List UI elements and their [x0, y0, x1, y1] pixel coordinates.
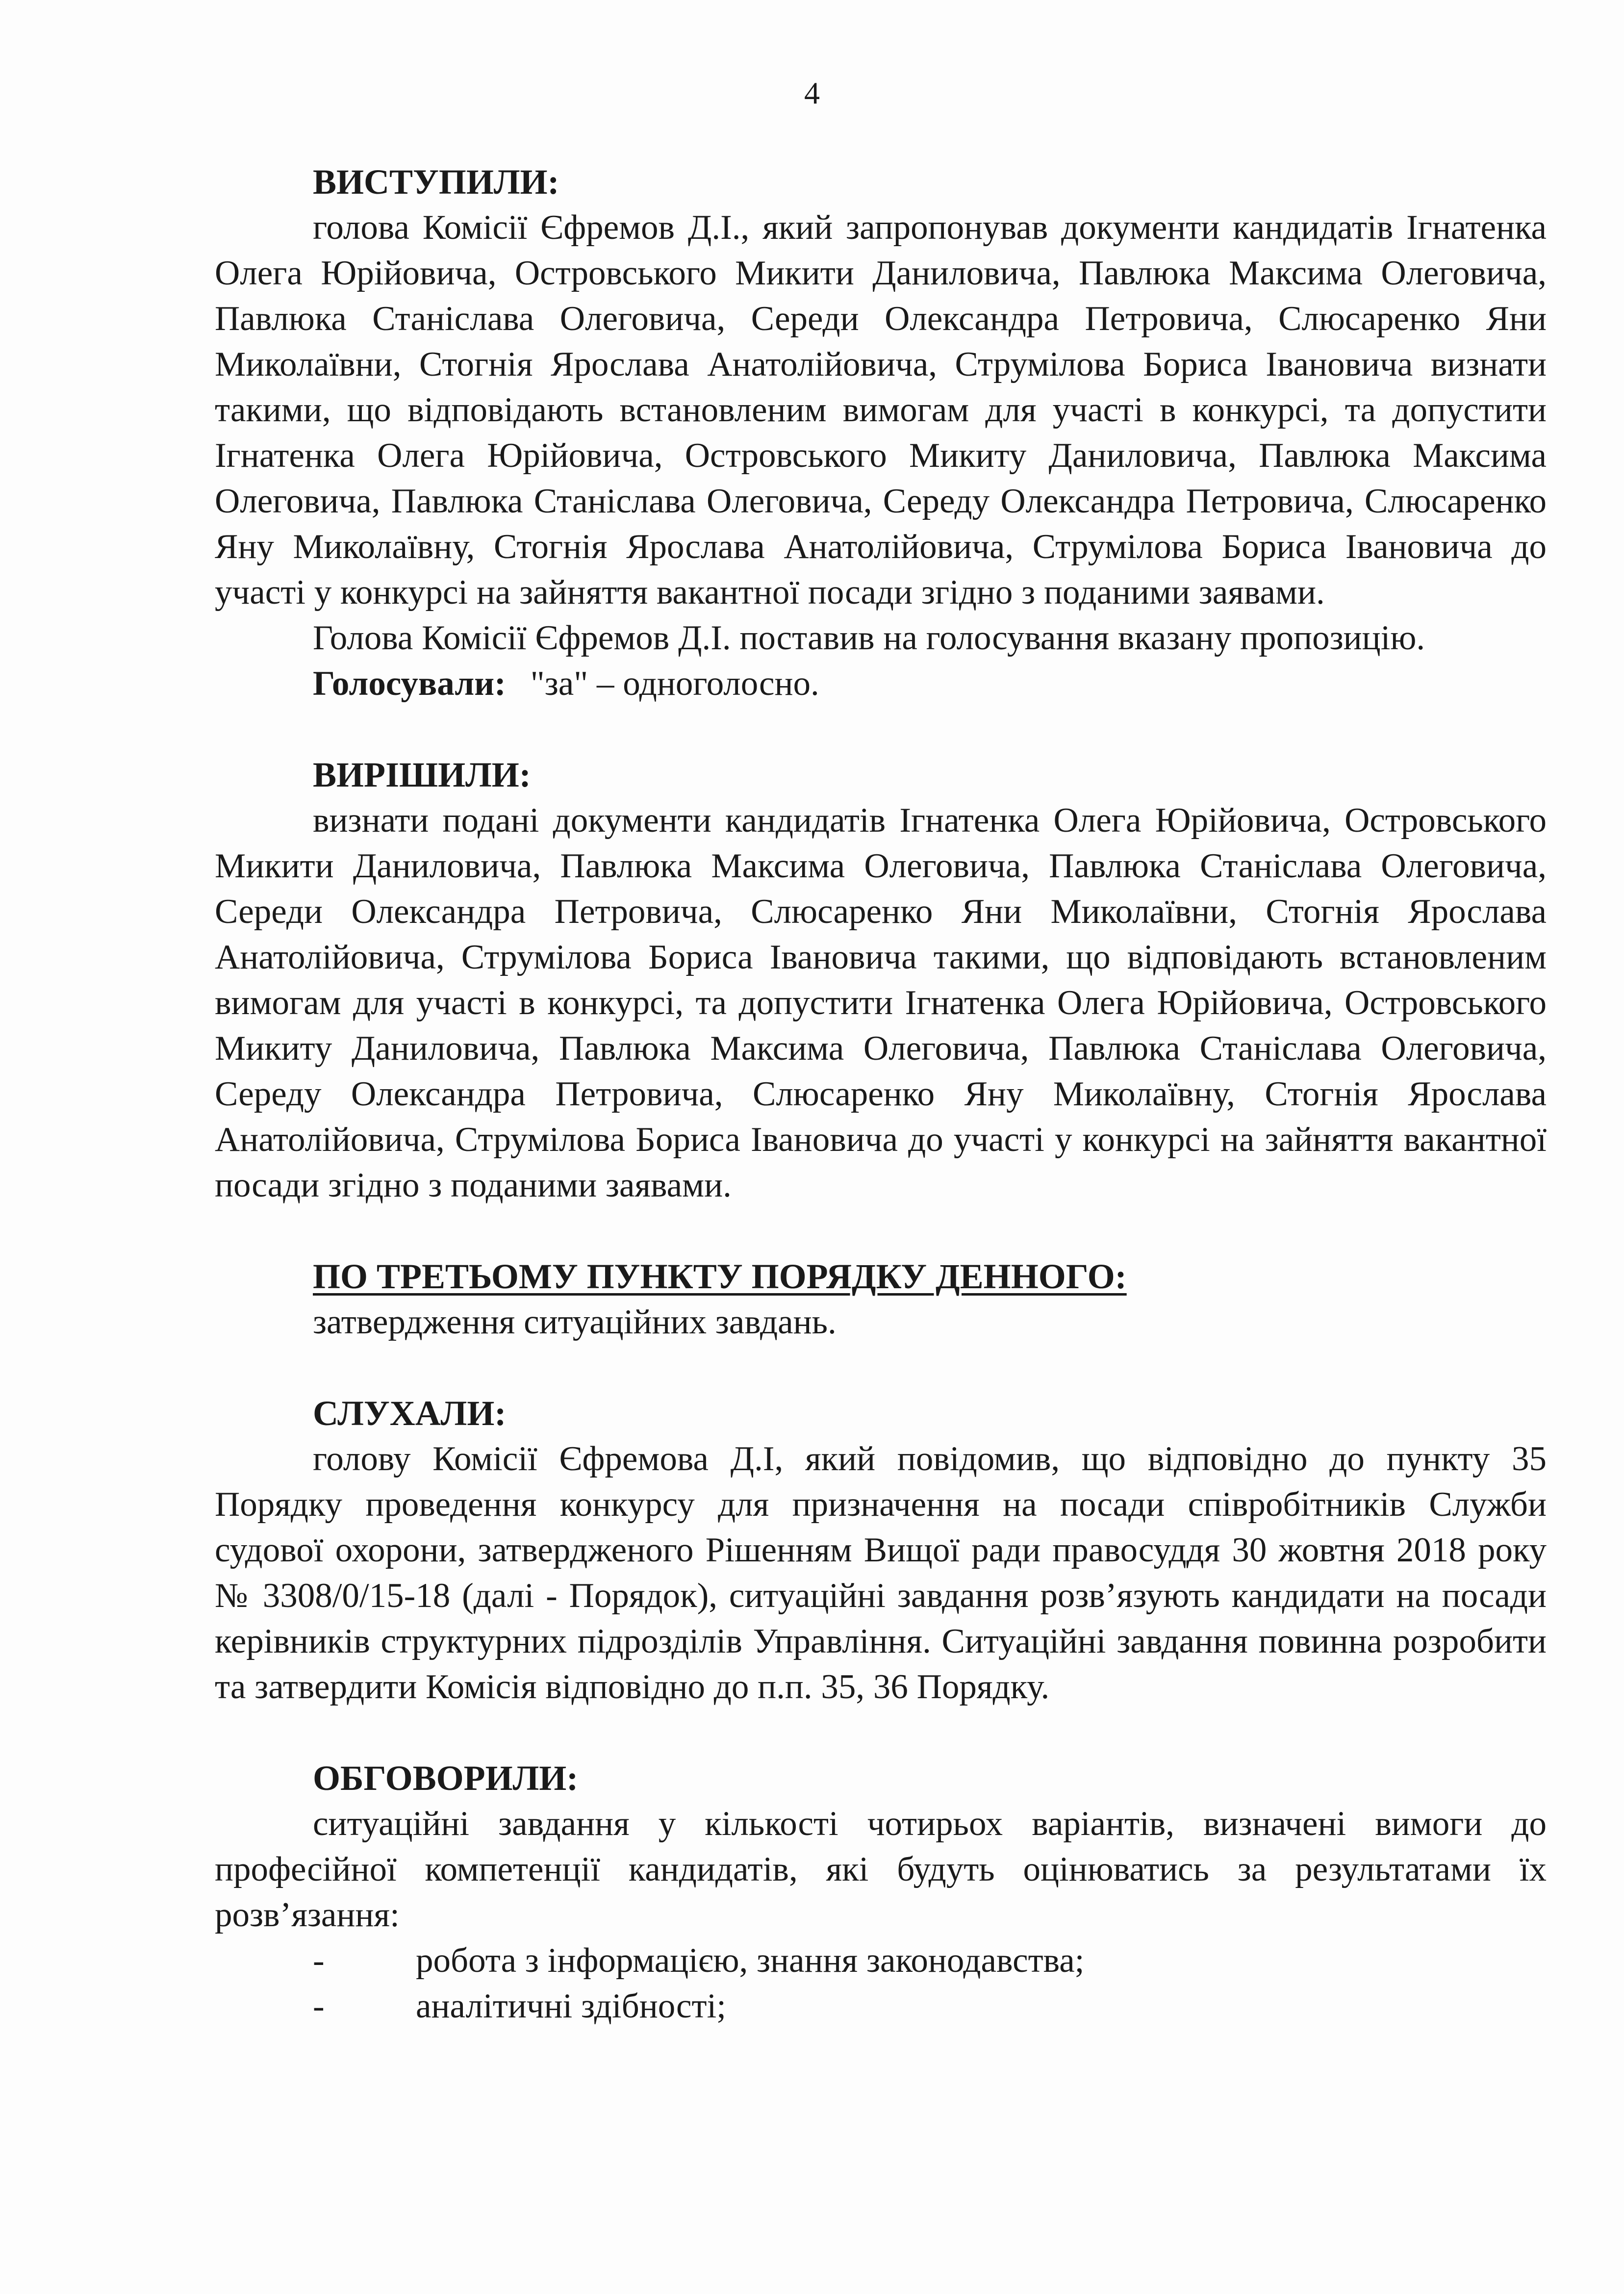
bullet-text: аналітичні здібності;	[416, 1987, 727, 2025]
spacer	[215, 1710, 1547, 1756]
vote-label: Голосували:	[313, 664, 506, 703]
bullet-text: робота з інформацією, знання законодавства;	[416, 1941, 1085, 1980]
vote-value: "за" – одноголосно.	[530, 664, 819, 703]
paragraph-slukhaly: голову Комісії Єфремова Д.І, який повідомив, що відповідно до пункту 35 Порядку проведення конкурсу для призначення на посади співробітників Служби судової охорони, затвердженого Рішенням Вищої ради правосуддя 30 жовтня 2018 року № 3308/0/15-18 (далі - Порядок), ситуаційні завдання розв’язують кандидати на посади керівників структурних підрозділів Управління. Ситуаційні завдання повинна розробити та затвердити Комісія відповідно до п.п. 35, 36 Порядку.	[215, 1440, 1547, 1706]
vote-line	[313, 661, 1547, 707]
paragraph-third-item: затвердження ситуаційних завдань.	[313, 1303, 837, 1341]
list-item	[313, 1938, 1547, 1984]
spacer	[215, 1208, 1547, 1254]
paragraph-vystupyly: голова Комісії Єфремов Д.І., який запропонував документи кандидатів Ігнатенка Олега Юрійовича, Островського Микити Даниловича, Павлюка Максима Олеговича, Павлюка Станіслава Олеговича, Середи Олександра Петровича, Слюсаренко Яни Миколаївни, Стогнія Ярослава Анатолійовича, Струмілова Бориса Івановича визнати такими, що відповідають встановленим вимогам для участі в конкурсі, та допустити Ігнатенка Олега Юрійовича, Островського Микиту Даниловича, Павлюка Максима Олеговича, Павлюка Станіслава Олеговича, Середу Олександра Петровича, Слюсаренко Яну Миколаївну, Стогнія Ярослава Анатолійовича, Струмілова Бориса Івановича до участі у конкурсі на зайняття вакантної посади згідно з поданими заявами.	[215, 208, 1547, 612]
bullet-dash: -	[313, 1941, 325, 1980]
bullet-dash: -	[313, 1987, 325, 2025]
paragraph-vyrishyly: визнати подані документи кандидатів Ігнатенка Олега Юрійовича, Островського Микити Даниловича, Павлюка Максима Олеговича, Павлюка Станіслава Олеговича, Середи Олександра Петровича, Слюсаренко Яни Миколаївни, Стогнія Ярослава Анатолійовича, Струмілова Бориса Івановича такими, що відповідають встановленим вимогам для участі в конкурсі, та допустити Ігнатенка Олега Юрійовича, Островського Микиту Даниловича, Павлюка Максима Олеговича, Павлюка Станіслава Олеговича, Середу Олександра Петровича, Слюсаренко Яну Миколаївну, Стогнія Ярослава Анатолійовича, Струмілова Бориса Івановича до участі у конкурсі на зайняття вакантної посади згідно з поданими заявами.	[215, 801, 1547, 1204]
heading-vyrishyly: ВИРІШИЛИ:	[313, 755, 531, 794]
spacer	[215, 1345, 1547, 1391]
heading-slukhaly: СЛУХАЛИ:	[313, 1394, 507, 1433]
page-number: 4	[804, 76, 820, 110]
list-item	[313, 1984, 1547, 2029]
paragraph-proposal: Голова Комісії Єфремов Д.І. поставив на голосування вказану пропозицію.	[313, 619, 1425, 657]
heading-third-item: ПО ТРЕТЬОМУ ПУНКТУ ПОРЯДКУ ДЕННОГО:	[313, 1257, 1127, 1296]
document-body	[215, 159, 1547, 2029]
paragraph-obhovoryly: ситуаційні завдання у кількості чотирьох варіантів, визначені вимоги до професійної компетенції кандидатів, які будуть оцінюватись за результатами їх розв’язання:	[215, 1805, 1547, 1934]
spacer	[215, 707, 1547, 752]
heading-obhovoryly: ОБГОВОРИЛИ:	[313, 1759, 579, 1798]
heading-vystupyly: ВИСТУПИЛИ:	[313, 162, 559, 202]
